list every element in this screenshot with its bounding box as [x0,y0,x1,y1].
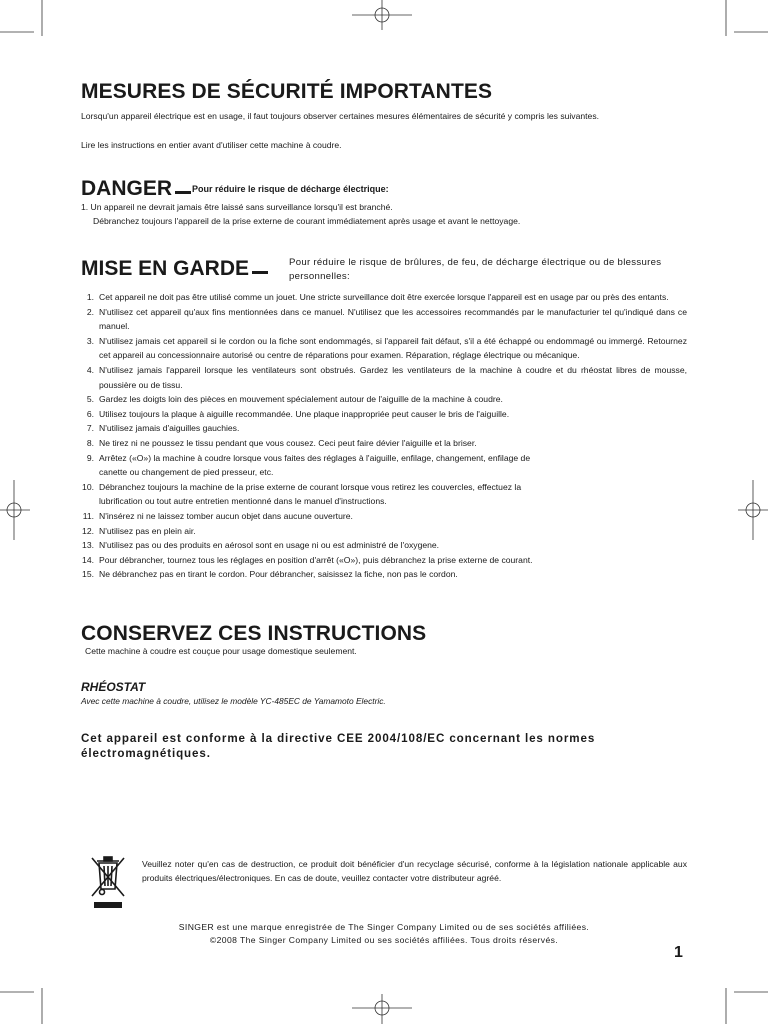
rheostat-text: Avec cette machine à coudre, utilisez le modèle YC-485EC de Yamamoto Electric. [81,696,386,706]
danger-item-1-cont: Débranchez toujours l'appareil de la prise externe de courant immédiatement après usage et avant le nettoyage. [93,216,521,226]
list-item: 2. N'utilisez cet appareil qu'aux fins mentionnées dans ce manuel. N'utilisez que les accessoires recommandés par le manufacturier tel qu'indiqué dans ce manuel. [86,306,687,332]
footer-copyright: ©2008 The Singer Company Limited ou ses sociétés affiliées. Tous droits réservés. [209,934,559,945]
list-item: 6. Utilisez toujours la plaque à aiguille recommandée. Une plaque inappropriée peut causer le bris de l'aiguille. [86,408,510,419]
list-item: 11. N'insérez ni ne laissez tomber aucun objet dans aucune ouverture. [82,510,353,521]
list-item: 1. Cet appareil ne doit pas être utilisé comme un jouet. Une stricte surveillance doit être exercée lorsque l'appareil est en usage par ou près des entants. [86,292,669,302]
danger-section-header [81,177,389,201]
page-title: MESURES DE SÉCURITÉ IMPORTANTES [81,80,493,103]
footer-trademark: SINGER est une marque enregistrée de The Singer Company Limited ou de ses sociétés affiliées. [178,922,590,932]
list-item: 12. N'utilisez pas en plein air. [82,525,196,536]
list-item: 13. N'utilisez pas ou des produits en aérosol sont en usage ni ou est administré de l'oxygene. [82,540,440,551]
conformity-statement: Cet appareil est conforme à la directive CEE 2004/108/EC concernant les normes électromagnétiques. [81,732,596,760]
danger-dash [175,191,191,194]
list-item: 5. Gardez les doigts loin des pièces en mouvement spécialement autour de l'aiguille de la machine à coudre. [86,394,503,405]
list-item: 10. Débranchez toujours la machine de la prise externe de courant lorsque vous retirez les couvercles, effectuez la lubrification ou tout autre entretien mentionné dans le manuel d'instructions. [82,481,522,507]
warning-heading: MISE EN GARDE [81,257,250,280]
danger-item-1: 1. Un appareil ne devrait jamais être laissé sans surveillance lorsqu'il est branché. [81,202,393,212]
list-item: 15. Ne débranchez pas en tirant le cordon. Pour débrancher, saisissez la fiche, non pas le cordon. [82,569,458,580]
danger-heading: DANGER [81,177,173,200]
rheostat-heading: RHÉOSTAT [81,680,146,694]
page-number: 1 [674,944,683,961]
list-item: 7. N'utilisez jamais d'aiguilles gauchies. [86,423,240,434]
list-item: 4. N'utilisez jamais l'appareil lorsque les ventilateurs sont obstrués. Gardez les ventilateurs de la machine à coudre et du rhéostat libres de mousse, poussière ou de tissu. [86,364,687,390]
list-item: 8. Ne tirez ni ne poussez le tissu pendant que vous cousez. Ceci peut faire dévier l'aiguille et la briser. [86,437,477,448]
footer [81,921,687,946]
conserve-text: Cette machine à coudre est couçue pour usage domestique seulement. [85,646,357,656]
crossed-bin-icon [88,855,128,911]
conserve-heading: CONSERVEZ CES INSTRUCTIONS [81,622,427,645]
list-item: 9. Arrêtez («O») la machine à coudre lorsque vous faites des réglages à l'aiguille, enfilage, changement, enfilage de canette ou changement de pied presseur, etc. [86,452,531,478]
list-item: 3. N'utilisez jamais cet appareil si le cordon ou la fiche sont endommagés, si l'appareil fait défaut, s'il a été échappé ou endommagé ou immergé. Retournez cet appareil au concessionnaire autorisé ou centre de réparations pour examen. Réparation, réglage électrique ou mécanique. [86,335,687,361]
recycling-notice: Veuillez noter qu'en cas de destruction, ce produit doit bénéficier d'un recyclage sécurisé, conforme à la législation nationale applicable aux produits électriques/électroniques. En cas de doute, veuillez contacter votre distributeur agréé. [142,859,687,884]
warning-dash [252,271,268,274]
warning-section-header [81,257,269,281]
intro-read-instructions: Lire les instructions en entier avant d'utiliser cette machine à coudre. [81,140,342,150]
warning-subtitle: Pour réduire le risque de brûlures, de feu, de décharge électrique ou de blessures personnelles: [289,257,662,283]
warning-list [81,290,687,582]
list-item: 14. Pour débrancher, tournez tous les réglages en position d'arrêt («O»), puis débranchez la prise externe de courant. [82,554,533,565]
danger-subtitle: Pour réduire le risque de décharge électrique: [192,184,389,194]
intro-paragraph: Lorsqu'un appareil électrique est en usage, il faut toujours observer certaines mesures élémentaires de sécurité y compris les suivantes. [81,111,600,121]
